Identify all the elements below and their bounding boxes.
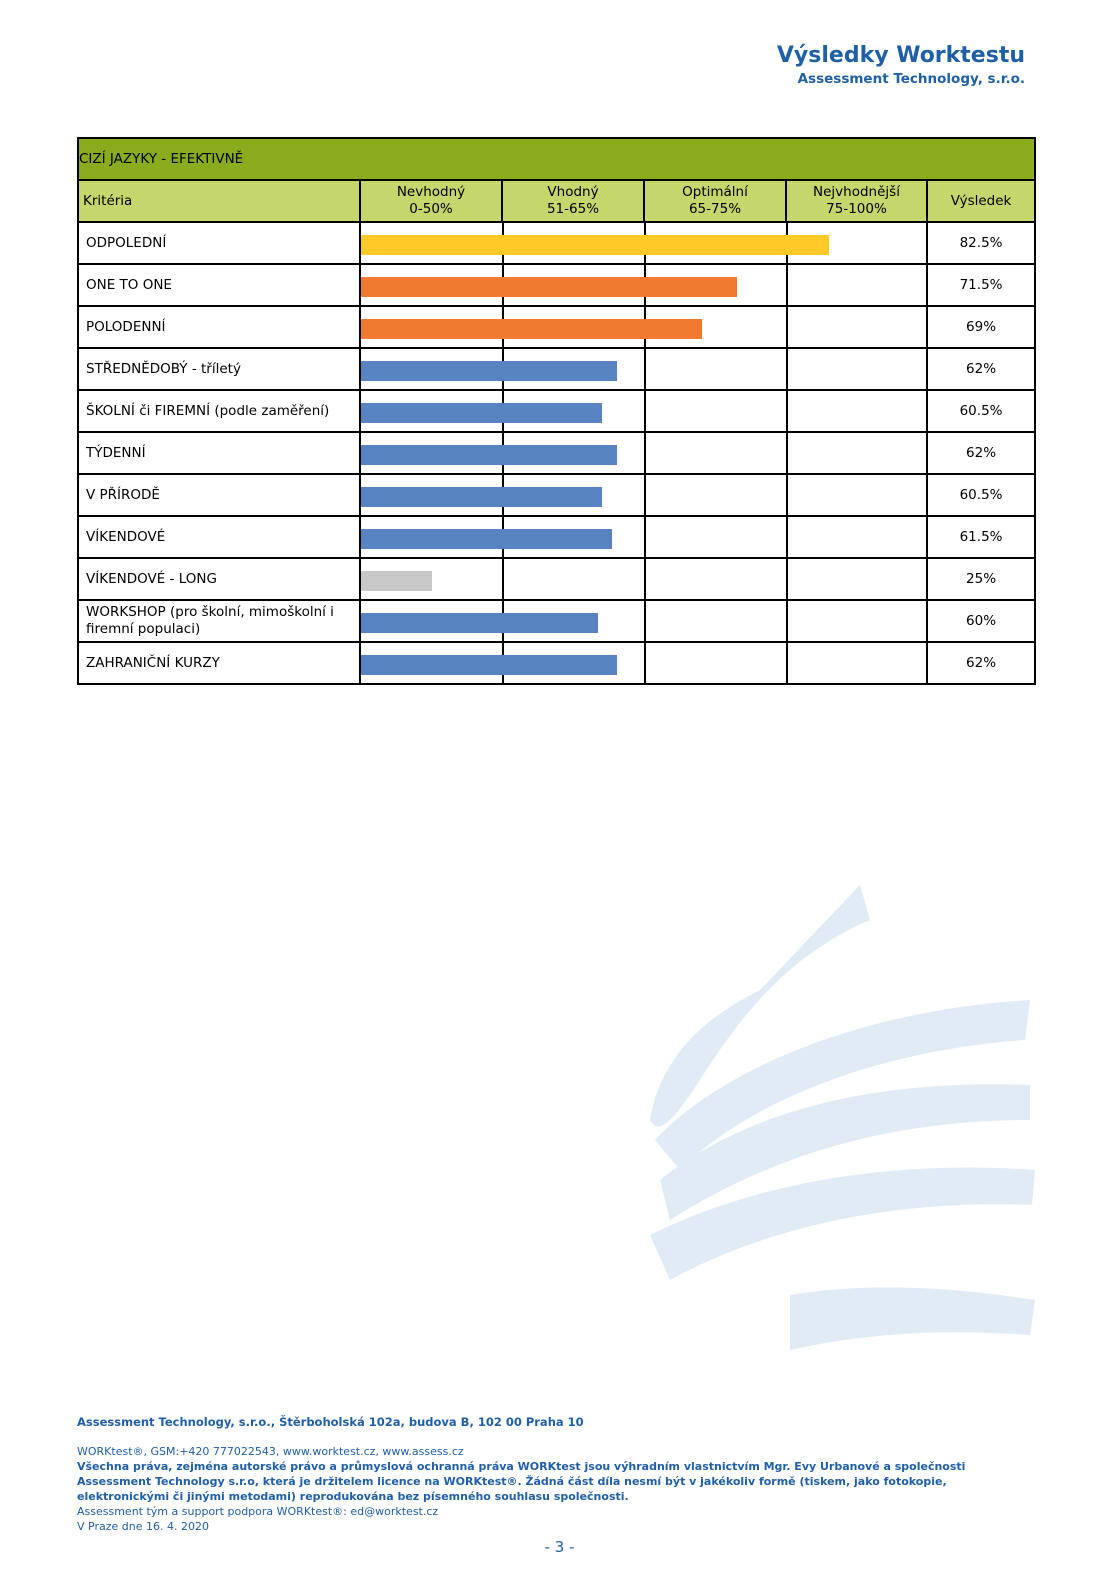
result-value: 60.5% [927, 474, 1035, 516]
result-value: 62% [927, 642, 1035, 684]
result-bar [361, 571, 432, 591]
band-divider [786, 307, 788, 347]
table-row [78, 390, 1035, 432]
criterion-label: ŠKOLNÍ či FIREMNÍ (podle zaměření) [78, 390, 360, 432]
result-bar [361, 655, 617, 675]
result-bar [361, 445, 617, 465]
band-divider [644, 559, 646, 599]
footer-date: V Praze dne 16. 4. 2020 [77, 1520, 209, 1533]
criterion-label: STŘEDNĚDOBÝ - tříletý [78, 348, 360, 390]
band-divider [786, 265, 788, 305]
page-footer [77, 1415, 1037, 1534]
result-value: 60.5% [927, 390, 1035, 432]
result-bar [361, 361, 617, 381]
bar-cell [360, 264, 927, 306]
band-header-2: Optimální 65-75% [644, 180, 786, 222]
table-row [78, 348, 1035, 390]
result-value: 60% [927, 600, 1035, 642]
result-value: 82.5% [927, 222, 1035, 264]
bar-cell [360, 432, 927, 474]
band-divider [644, 601, 646, 641]
band-divider [644, 643, 646, 683]
band-divider [786, 517, 788, 557]
results-table [77, 137, 1036, 685]
result-bar [361, 613, 598, 633]
criterion-label: V PŘÍRODĚ [78, 474, 360, 516]
section-title: CIZÍ JAZYKY - EFEKTIVNĚ [78, 138, 1035, 180]
criterion-label: TÝDENNÍ [78, 432, 360, 474]
result-value: 62% [927, 432, 1035, 474]
result-bar [361, 277, 737, 297]
criterion-label: VÍKENDOVÉ [78, 516, 360, 558]
band-divider [786, 475, 788, 515]
bar-cell [360, 558, 927, 600]
band-divider [644, 433, 646, 473]
footer-address: Assessment Technology, s.r.o., Štěrboholská 102a, budova B, 102 00 Praha 10 [77, 1415, 584, 1429]
criterion-label: ZAHRANIČNÍ KURZY [78, 642, 360, 684]
result-header: Výsledek [927, 180, 1035, 222]
bar-cell [360, 222, 927, 264]
band-divider [786, 433, 788, 473]
table-row [78, 306, 1035, 348]
column-header-row [78, 180, 1035, 222]
table-row [78, 642, 1035, 684]
criterion-label: VÍKENDOVÉ - LONG [78, 558, 360, 600]
band-divider [786, 391, 788, 431]
result-bar [361, 529, 612, 549]
band-divider [786, 349, 788, 389]
table-row [78, 516, 1035, 558]
criterion-label: POLODENNÍ [78, 306, 360, 348]
table-row [78, 222, 1035, 264]
band-divider [786, 643, 788, 683]
footer-rights: Všechna práva, zejména autorské právo a průmyslová ochranná práva WORKtest jsou výhradním vlastnictvím Mgr. Evy Urbanové a společnosti Assessment Technology s.r.o, která je držitelem licence na WORKtest®. Žádná část díla nesmí být v jakékoliv formě (tiskem, jako fotokopie, elektronickými či jinými metodami) reprodukována bez písemného souhlasu společnosti. [77, 1460, 966, 1503]
result-bar [361, 403, 602, 423]
band-header-3: Nejvhodnější 75-100% [786, 180, 927, 222]
band-header-0: Nevhodný 0-50% [360, 180, 502, 222]
bar-cell [360, 306, 927, 348]
result-bar [361, 487, 602, 507]
result-value: 25% [927, 558, 1035, 600]
table-row [78, 474, 1035, 516]
result-bar [361, 235, 829, 255]
criterion-label: ONE TO ONE [78, 264, 360, 306]
page-number: - 3 - [544, 1538, 575, 1556]
result-bar [361, 319, 702, 339]
company-name: Assessment Technology, s.r.o. [797, 71, 1025, 87]
criterion-label: ODPOLEDNÍ [78, 222, 360, 264]
footer-support: Assessment tým a support podpora WORKtest®: ed@worktest.cz [77, 1505, 439, 1518]
page-header [777, 42, 1025, 88]
table-row [78, 264, 1035, 306]
bar-cell [360, 348, 927, 390]
result-value: 62% [927, 348, 1035, 390]
logo-watermark-icon [640, 880, 1040, 1370]
report-title: Výsledky Worktestu [776, 43, 1025, 68]
footer-contact: WORKtest®, GSM:+420 777022543, www.worktest.cz, www.assess.cz [77, 1445, 464, 1458]
results-body [78, 222, 1035, 684]
criteria-header: Kritéria [78, 180, 360, 222]
result-value: 71.5% [927, 264, 1035, 306]
table-row [78, 558, 1035, 600]
result-value: 69% [927, 306, 1035, 348]
bar-cell [360, 600, 927, 642]
band-divider [786, 601, 788, 641]
bar-cell [360, 474, 927, 516]
result-value: 61.5% [927, 516, 1035, 558]
band-header-1: Vhodný 51-65% [502, 180, 644, 222]
band-divider [786, 559, 788, 599]
bar-cell [360, 642, 927, 684]
table-row [78, 600, 1035, 642]
band-divider [644, 517, 646, 557]
criterion-label: WORKSHOP (pro školní, mimoškolní i firemní populaci) [78, 600, 360, 642]
band-divider [644, 391, 646, 431]
table-row [78, 432, 1035, 474]
bar-cell [360, 516, 927, 558]
band-divider [644, 349, 646, 389]
band-divider [502, 559, 504, 599]
bar-cell [360, 390, 927, 432]
section-header-row [78, 138, 1035, 180]
band-divider [644, 475, 646, 515]
